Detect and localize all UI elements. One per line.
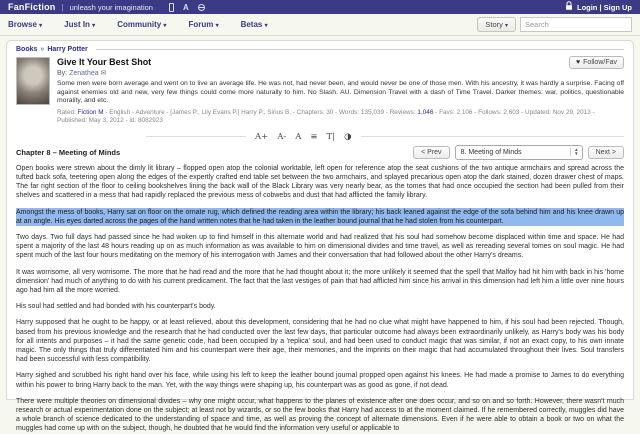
breadcrumb bbox=[16, 46, 624, 53]
menu-label: Community bbox=[117, 20, 162, 29]
search-type-label: Story bbox=[485, 20, 503, 29]
chevron-down-icon: ▾ bbox=[163, 23, 167, 29]
font-size-icon[interactable]: A bbox=[182, 2, 189, 12]
reader-toolbar bbox=[16, 132, 624, 142]
story-paragraph: Two days. Two full days had passed since he had woken up to find himself in this alternate world and had realized that his soul had somehow become displaced within time and space. He had spent a majority of the last 48 hours reading up on as much information as was available to him on dimensional divides and time travel, as well as rereading several tomes on soul magic. He had spent much of the last four hours meditating on the memory of his interrogation with James and their conversation that had followed about the other Harry's dreams. bbox=[16, 234, 624, 260]
follow-fav-button[interactable] bbox=[569, 56, 624, 69]
divider bbox=[146, 136, 246, 137]
topbar-icons bbox=[169, 3, 205, 12]
font-family-icon[interactable]: T| bbox=[326, 131, 336, 142]
menu-browse[interactable] bbox=[8, 20, 42, 29]
chapter-select-value: 8. Meeting of Minds bbox=[460, 148, 522, 156]
menu-label: Just In bbox=[64, 20, 90, 29]
tagline: unleash your imagination bbox=[69, 2, 153, 12]
divider bbox=[96, 49, 624, 50]
chapter-text bbox=[16, 164, 624, 434]
story-summary: Some men were born average and went on to live an average life. He was not, had never been, and would never be one of those men. With his ancestry, it was hardly a surprise. Facing off against enemies old and new, very few things could come more naturally to him. No Slash. AU. Dimension Travel with a dash of Time Travel. Darker themes: war, politics, questionable morality, and etc. bbox=[57, 80, 624, 105]
heart-icon: ♥ bbox=[576, 59, 581, 66]
menu-label: Forum bbox=[188, 20, 214, 29]
divider bbox=[361, 136, 624, 137]
brand-separator: | bbox=[61, 2, 64, 12]
mobile-icon[interactable] bbox=[169, 3, 174, 12]
story-paragraph-selected: Amongst the mess of books, Harry sat on floor on the ornate rug, which defined the reading area within the library; his back leaned against the edge of the sofa behind him and his knee drawn up at an angle. His eyes darted across the pages of the hand written notes that he had taken in the leather bound journal that he had stolen from his counterpart. bbox=[16, 208, 624, 225]
menu-forum[interactable] bbox=[188, 20, 218, 29]
next-chapter-button[interactable]: Next > bbox=[588, 146, 624, 159]
prev-chapter-button[interactable]: < Prev bbox=[413, 146, 449, 159]
story-paragraph: Harry sighed and scrubbed his right hand over his face, while using his left to keep the leather bound journal propped open against his knees. He had made a promise to James to do everything within his power to bring Harry back to the man. Yet, with the way things were shaping up, his counterpart was as good as gone, if not dead. bbox=[16, 372, 624, 389]
menu-community[interactable] bbox=[117, 20, 166, 29]
chapter-heading: Chapter 8 – Meeting of Minds bbox=[16, 147, 121, 157]
story-panel bbox=[6, 40, 634, 433]
story-paragraph: His soul had settled and had bonded with his counterpart's body. bbox=[16, 303, 216, 311]
chevron-down-icon: ▾ bbox=[215, 23, 219, 29]
chapter-select[interactable] bbox=[455, 145, 583, 160]
top-navbar bbox=[0, 0, 640, 14]
font-increase-button[interactable]: A+ bbox=[255, 131, 269, 142]
fanfiction-logo[interactable]: FanFiction bbox=[8, 2, 56, 12]
chapter-navigation bbox=[413, 145, 624, 160]
by-label: By: bbox=[57, 70, 68, 77]
breadcrumb-category-link[interactable]: Harry Potter bbox=[47, 46, 88, 53]
stepper-up-icon: ▲ bbox=[574, 147, 579, 153]
chevron-down-icon: ▾ bbox=[264, 23, 268, 29]
story-title: Give It Your Best Shot bbox=[57, 57, 152, 67]
contrast-icon[interactable]: ◑ bbox=[344, 131, 352, 142]
line-spacing-icon[interactable]: ≡ bbox=[310, 131, 318, 142]
meta-text: Rated: bbox=[57, 108, 78, 116]
reviews-link[interactable]: 1,046 bbox=[417, 108, 434, 116]
chevron-down-icon: ▾ bbox=[39, 23, 43, 29]
globe-icon[interactable] bbox=[198, 4, 205, 11]
chevron-down-icon: ▾ bbox=[92, 23, 96, 29]
follow-fav-label: Follow/Fav bbox=[583, 59, 617, 66]
menu-bar bbox=[0, 14, 640, 36]
pm-envelope-icon[interactable]: ✉ bbox=[100, 70, 107, 77]
font-decrease-button[interactable]: A- bbox=[277, 131, 287, 142]
menu-just-in[interactable] bbox=[64, 20, 95, 29]
rating-link[interactable]: Fiction M bbox=[77, 108, 104, 116]
story-paragraph: It was worrisome, all very worrisome. The more that he had read and the more that he had thought about it; the more unlikely it seemed that the spell that Malfoy had hit him with back in his 'home dimension' had much of anything to do with his current predicament. The fact that the last vestiges of pain that had afflicted him since his arrival in this dimension had left him a little over nine hours ago had him all the more worried. bbox=[16, 268, 624, 295]
story-cover-image[interactable] bbox=[16, 57, 50, 105]
story-paragraph: Open books were strewn about the dimly lit library – flopped open atop the colonial worktable, left open for reference atop the seat cushions of the two antique armchairs and spread across the tufted back sofa, teetering open along the edges of the expertly crafted end table set between the two armchairs, and splayed precarious open atop the dark stained, dozen drawer chest of maps. The far right section of the floor to ceiling bookshelves lining the back wall of the Black Library was very nearly bear, as the tomes that had once occupied the section had been pulled from their shelves and scattered in a mess that had rapidly replaced the previous mess of cobwebs and dust that had afflicted the family library. bbox=[16, 164, 624, 200]
story-paragraph: There were multiple theories on dimensional divides – why one might occur, what happens to the planes of existence after one does occur, and so on and so forth. However, there wasn't much research or actual experimentation done on the subject; at least not by wizards, or so the few books that Harry had access to at the moment claimed. If he remembered correctly, muggles did have a whole branch of science dedicated to the understanding of space and time, as well as proving the concept of alternate dimensions. Even if he were able to obtain a book or two on what the muggles had come up with on the subject, though, he doubted that he would find the information very useful or applicable to bbox=[16, 397, 624, 433]
breadcrumb-books-link[interactable]: Books bbox=[16, 46, 38, 53]
search-input[interactable] bbox=[520, 17, 632, 32]
chevron-down-icon: ▾ bbox=[504, 23, 508, 29]
stepper-down-icon: ▼ bbox=[574, 151, 579, 157]
search-type-button[interactable] bbox=[477, 17, 516, 32]
login-signup-link[interactable]: Login | Sign Up bbox=[576, 2, 632, 12]
author-link[interactable]: Zenathea bbox=[69, 70, 99, 77]
story-paragraph: Harry supposed that he ought to be happy, or at least relieved, about this development, considering that he had no clue what might have happened to him, if his soul had been rejected. Though, based from his previous knowledge and the research that he had conducted over the last few days, that particular outcome had always been extraordinarily unlikely, as Harry's body was his body for all intents and purposes – it had the same genetic code, had been occupied by a 'replica' soul, and had been used to conduct magic that was similar, if not an exact copy, to his own innate magic. The only things that truly differentiated him and his counterpart were their age, their memories, and the imprints on their magic that had accumulated throughout their lives. Soul transfers had been successful with less compatibility. bbox=[16, 319, 624, 364]
menu-betas[interactable] bbox=[241, 20, 268, 29]
font-reset-button[interactable]: A bbox=[295, 131, 302, 142]
story-meta bbox=[57, 109, 624, 125]
meta-text: - English - Adventure - [James P., Lily Evans P.] Harry P., Sirius B. - Chapters: 30 - Words: 135,039 - Reviews: bbox=[103, 108, 418, 116]
menu-label: Betas bbox=[240, 20, 263, 29]
meta-text: - Favs: 2,106 - Follows: 2,603 - Updated: Nov 29, 2013 - Published: May 3, 2012 - id: 8082923 bbox=[57, 108, 595, 124]
menu-label: Browse bbox=[8, 20, 37, 29]
breadcrumb-separator: » bbox=[40, 46, 45, 53]
select-stepper-icon bbox=[570, 148, 581, 156]
